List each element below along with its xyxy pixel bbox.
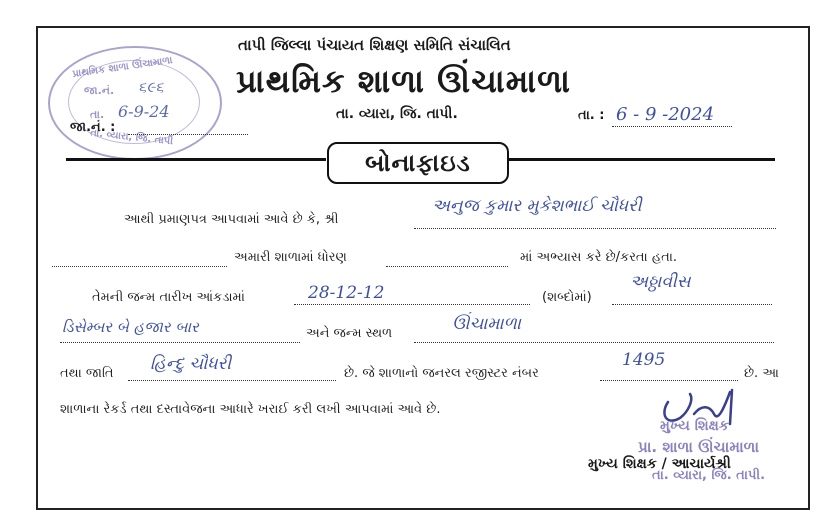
name-dots [414, 228, 776, 229]
caste-dots [128, 380, 336, 381]
certificate-title: બોનાફાઇડ [327, 142, 509, 184]
stamp-date-label: તા. [90, 108, 105, 121]
dob-numeric: 28-12-12 [308, 283, 385, 303]
stamp-number-label: જા.નં. [84, 84, 115, 97]
seal-line2: પ્રા. શાળા ઊંચામાળા [638, 438, 759, 456]
line5-middle: છે. જે શાળાનો જનરલ રજીસ્ટર નંબર [344, 366, 539, 381]
seal-line1: મુખ્ય શિક્ષક [660, 418, 729, 434]
gr-number: 1495 [622, 350, 666, 370]
line4-text: અને જન્મ સ્થળ [306, 326, 393, 341]
date-value: 6 - 9 -2024 [616, 104, 715, 125]
school-address: તા. વ્યારા, જિ. તાપી. [336, 106, 458, 122]
dob-words-part2: ડિસેમ્બર બે હજાર બાર [62, 318, 199, 336]
student-name: અનુજ કુમાર મુકેશભાઈ ચૌધરી [432, 196, 642, 216]
title-rule-left [66, 158, 326, 161]
date-dots [612, 126, 732, 127]
school-stamp [48, 46, 222, 160]
standard-dots [386, 266, 508, 267]
dob-words-continued-dots [60, 342, 300, 343]
outward-number-dots [128, 134, 248, 135]
line3-text: તેમની જન્મ તારીખ આંકડામાં [92, 290, 245, 305]
stamp-date-value: 6-9-24 [118, 102, 170, 121]
outward-number-label: જા.નં. : [70, 120, 116, 135]
line3-words-label: (શબ્દોમાં) [542, 290, 592, 305]
stamp-top-text: પ્રાથમિક શાળા ઊંચામાળા [71, 55, 174, 80]
birthplace: ઊંચામાળા [452, 314, 521, 334]
school-name: પ્રાથમિક શાળા ઊંચામાળા [236, 62, 571, 100]
birthplace-dots [414, 342, 774, 343]
principal-designation: મુખ્ય શિક્ષક / આચાર્યશ્રી [588, 456, 731, 472]
seal-line3: તા. વ્યારા, જિ. તાપી. [652, 468, 766, 483]
stamp-number-value: ૬૯૬ [138, 78, 164, 96]
dob-numeric-dots [294, 304, 530, 305]
caste: હિન્દુ ચૌધરી [150, 354, 232, 374]
line5-suffix: છે. આ [744, 366, 779, 381]
line2-suffix: માં અભ્યાસ કરે છે/કરતા હતા. [520, 250, 678, 265]
stamp-bottom-text: તા. વ્યારા, જિ. તાપી [89, 127, 174, 148]
title-rule-right [505, 158, 775, 161]
line1-prefix: આથી પ્રમાણપત્ર આપવામાં આવે છે કે, શ્રી [124, 212, 339, 227]
gr-number-dots [600, 380, 738, 381]
dob-words-part1: અઠ્ઠાવીસ [630, 272, 691, 292]
dob-words-dots [612, 304, 772, 305]
committee-line: તાપી જિલ્લા પંચાયત શિક્ષણ સમિતિ સંચાલિત [238, 36, 511, 54]
line2-leading-dots [52, 266, 227, 267]
line2-text: અમારી શાળામાં ધોરણ [234, 250, 347, 265]
date-label: તા. : [578, 108, 605, 123]
line5-prefix: તથા જાતિ [60, 366, 114, 381]
line6-text: શાળાના રેકર્ડ તથા દસ્તાવેજના આધારે ખરાઈ કરી લખી આપવામાં આવે છે. [60, 402, 441, 417]
